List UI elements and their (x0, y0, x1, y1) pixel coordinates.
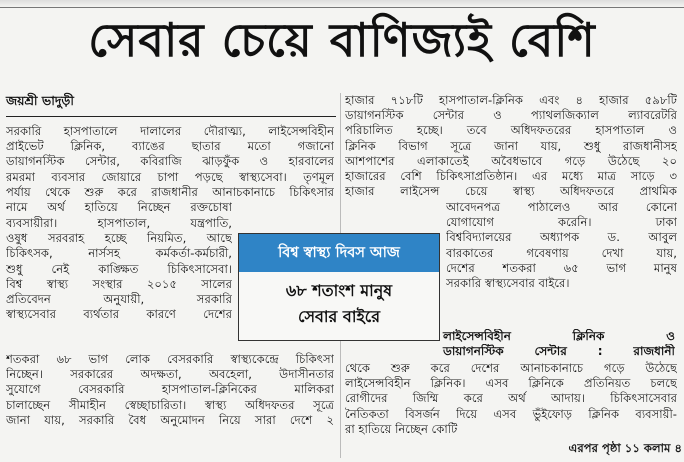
text-line: হাজার লাইসেন্স চেয়ে স্বাস্থ্য অধিদফতরে প্রাথমিক (345, 184, 677, 199)
text-line: শুধু নেই কাঙ্ক্ষিত চিকিৎসাসেবা। (6, 261, 232, 276)
text-line: রোগীদের জিম্মি করে অর্থ আদায়। চিকিৎসাসেবার (345, 391, 677, 406)
text-line: নৈতিকতা বিসর্জন দিয়ে এসব ভুঁইফোড় ক্লিনিক ব্যবসায়ী- (345, 406, 677, 421)
byline: জয়শ্রী ভাদুড়ী (6, 93, 336, 117)
text-line: চালাচ্ছেন সীমাহীন স্বেচ্ছাচারিতা। স্বাস্থ্য অধিদফতর সূত্রে (6, 397, 334, 412)
text-line: ক্লিনিক বিভাগ সূত্রে জানা যায়, শুধু রাজধানীসহ (345, 138, 677, 153)
text-line: ডায়াগনস্টিক সেন্টার ও প্যাথলজিক্যাল ল্যাবরেটরি (345, 108, 677, 123)
text-line: বিশ্ববিদ্যালয়ের অধ্যাপক ড. আবুল (446, 230, 677, 245)
subheading-line: ডায়াগনস্টিক সেন্টার : রাজধানী (443, 344, 675, 359)
text-line: নামে অর্থ হাতিয়ে নিচ্ছেন রক্তচোষা (6, 200, 232, 214)
text-line: প্রতিবেদন অনুযায়ী, সরকারি (6, 292, 232, 307)
text-line: থেকে শুরু করে দেশের আনাচকানাচে গড়ে উঠেছে (345, 361, 677, 375)
text-line: পর্যায় থেকে শুরু করে রাজধানীর আনাচকানাচে চিকিৎসার (6, 184, 334, 199)
text-line: আশপাশের এলাকাতেই অবৈধভাবে গড়ে উঠেছে ২০ (345, 153, 677, 168)
text-line: চিকিৎসক, নার্সসহ কর্মকর্তা-কর্মচারী, (6, 246, 232, 261)
text-line: দেশের শতকরা ৬৫ ভাগ মানুষ (446, 260, 677, 275)
text-line: শতকরা ৬৮ ভাগ লোক বেসরকারি স্বাস্থ্যকেন্দ্রে চিকিৎসা (6, 352, 334, 366)
text-line: হাজারের বেশি চিকিৎসাপ্রতিষ্ঠান। এর মধ্যে মাত্র সাড়ে ৩ (345, 169, 677, 184)
text-line: বিশ্ব স্বাস্থ্য সংস্থার ২০১৫ সালের (6, 276, 232, 291)
text-line: প্রাইভেট ক্লিনিক, ব্যাঙের ছাতার মতো গজানো (6, 139, 334, 154)
subheading-line: লাইসেন্সবিহীন ক্লিনিক ও (443, 329, 675, 343)
inset-banner: বিশ্ব স্বাস্থ্য দিবস আজ (239, 234, 439, 272)
text-line: হাজার ৭১৮টি হাসপাতাল-ক্লিনিক এবং ৪ হাজার ৫৯৮টি (345, 93, 677, 107)
left-column-top-last (6, 200, 232, 215)
top-page-edge (0, 0, 684, 8)
right-column-wrap (446, 200, 677, 291)
continued-on-page: এরপর পৃষ্ঠা ১১ কলাম ৪ (568, 441, 682, 455)
text-line: রা হাতিয়ে নিচ্ছেন কোটি (345, 421, 458, 436)
left-column-wrap (6, 216, 232, 322)
text-line: লাইসেন্সবিহীন ক্লিনিক। এসব ক্লিনিকে প্রতিনিয়ত চলছে (345, 376, 677, 391)
text-line: নিচ্ছেন। সরকারের অদক্ষতা, অবহেলা, উদাসীনতার (6, 367, 334, 382)
text-line: বারকাতের গবেষণায় দেখা যায়, (446, 245, 677, 260)
text-line: আবেদনপত্র পাঠালেও আর কোনো (446, 200, 677, 214)
text-line: রমরমা ব্যবসার জোয়ারে চাপা পড়ছে স্বাস্থ্যসেবা। তৃণমূল (6, 169, 334, 184)
text-line: সরকারি স্বাস্থ্যসেবার বাইরে। (446, 276, 570, 291)
text-line: ওষুধ সরবরাহ হচ্ছে নিয়মিত, আছে (6, 231, 232, 246)
text-line: সরকারি হাসপাতালে দালালের দৌরাত্ম্য, লাইসেন্সবিহীন (6, 124, 334, 138)
inset-box (238, 233, 440, 341)
left-column-top (6, 124, 334, 200)
text-line: স্বাস্থ্যসেবার ব্যর্থতার কারণে দেশের (6, 307, 232, 322)
text-line: যোগাযোগ করেনি। ঢাকা (446, 215, 677, 230)
text-line: সুযোগে বেসরকারি হাসপাতাল-ক্লিনিকের মালিকরা (6, 382, 334, 397)
inset-headline (239, 278, 439, 330)
left-column-bottom (6, 352, 334, 428)
text-line: ডায়াগনস্টিক সেন্টার, কবিরাজি ঝাড়ফুঁক ও হারবালের (6, 154, 334, 169)
text-line: জানা যায়, সরকারি বৈধ অনুমোদন নিয়ে সারা দেশে ২ (6, 412, 334, 427)
inset-headline-line: ৬৮ শতাংশ মানুষ (285, 281, 393, 300)
text-line: পরিচালিত হচ্ছে। তবে অধিদফতরের হাসপাতাল ও (345, 123, 677, 138)
text-line: ব্যবসায়ীরা। হাসপাতাল, যন্ত্রপাতি, (6, 216, 232, 230)
right-column-bottom (345, 361, 677, 437)
headline: সেবার চেয়ে বাণিজ্যই বেশি (88, 13, 596, 67)
right-column-top (345, 93, 677, 199)
inset-headline-line: সেবার বাইরে (297, 307, 381, 326)
